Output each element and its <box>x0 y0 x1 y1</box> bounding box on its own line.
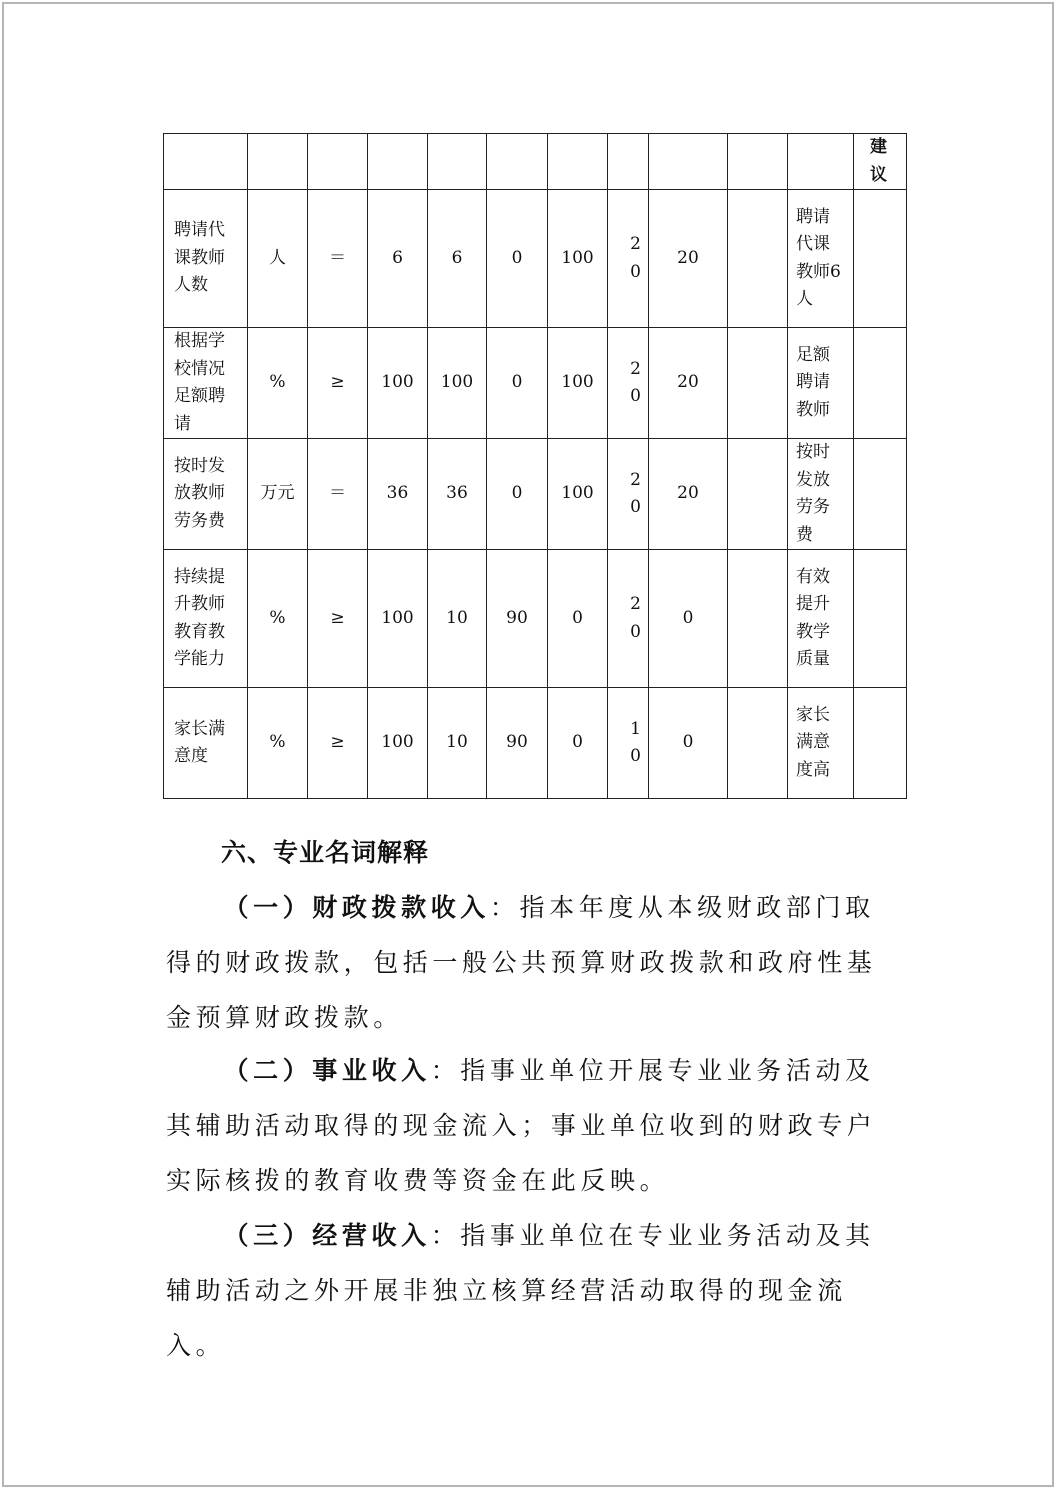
value-cell: 100 <box>548 328 608 439</box>
unit-cell: % <box>248 328 308 439</box>
operator-cell: ≥ <box>308 550 368 688</box>
value-cell: 100 <box>368 550 428 688</box>
operator-cell: ≥ <box>308 688 368 799</box>
value-cell: 20 <box>649 439 728 550</box>
value-cell <box>854 190 907 328</box>
definition-text: ：指事业单位开展专业业务活动及其辅助活动取得的现金流入；事业单位收到的财政专户实际核拨的教育收费等资金在此反映。 <box>166 1056 877 1195</box>
value-cell: 10 <box>428 550 487 688</box>
value-cell: 0 <box>548 550 608 688</box>
value-cell: 36 <box>428 439 487 550</box>
note-cell: 家长满意度高 <box>788 688 854 799</box>
value-cell <box>728 190 788 328</box>
section-title: 六、专业名词解释 <box>221 838 430 867</box>
definition-term: （三）经营收入 <box>223 1221 431 1250</box>
note-cell: 聘请代课教师6人 <box>788 190 854 328</box>
value-cell: 10 <box>428 688 487 799</box>
value-cell: 20 <box>608 550 649 688</box>
value-cell: 100 <box>428 328 487 439</box>
value-cell <box>728 688 788 799</box>
note-cell: 有效提升教学质量 <box>788 550 854 688</box>
value-cell: 100 <box>548 439 608 550</box>
definition-term: （二）事业收入 <box>223 1056 431 1085</box>
value-cell: 36 <box>368 439 428 550</box>
definition-text: ：指本年度从本级财政部门取得的财政拨款，包括一般公共预算财政拨款和政府性基金预算财政拨款。 <box>166 893 877 1032</box>
indicator-name: 持续提升教师教育教学能力 <box>164 550 248 688</box>
value-cell <box>854 688 907 799</box>
value-cell: 6 <box>428 190 487 328</box>
value-cell: 100 <box>368 328 428 439</box>
table-row <box>164 439 907 550</box>
value-cell: 100 <box>368 688 428 799</box>
indicator-name: 按时发放教师劳务费 <box>164 439 248 550</box>
value-cell: 20 <box>608 328 649 439</box>
definition-paragraph <box>166 880 901 1045</box>
value-cell: 90 <box>487 688 548 799</box>
value-cell <box>854 550 907 688</box>
definition-text: ：指事业单位在专业业务活动及其辅助活动之外开展非独立核算经营活动取得的现金流入。 <box>166 1221 875 1360</box>
performance-table <box>163 133 907 799</box>
indicator-name: 家长满意度 <box>164 688 248 799</box>
value-cell: 100 <box>548 190 608 328</box>
value-cell: 20 <box>608 190 649 328</box>
value-cell: 0 <box>487 328 548 439</box>
value-cell: 0 <box>487 439 548 550</box>
value-cell: 0 <box>487 190 548 328</box>
operator-cell: ≥ <box>308 328 368 439</box>
value-cell: 90 <box>487 550 548 688</box>
table-row <box>164 550 907 688</box>
operator-cell: ＝ <box>308 439 368 550</box>
definition-term: （一）财政拨款收入 <box>223 893 490 922</box>
definition-paragraph <box>166 1043 901 1208</box>
operator-cell: ＝ <box>308 190 368 328</box>
value-cell <box>728 550 788 688</box>
unit-cell: % <box>248 550 308 688</box>
value-cell <box>854 439 907 550</box>
value-cell <box>728 328 788 439</box>
value-cell <box>728 439 788 550</box>
indicator-name: 根据学校情况足额聘请 <box>164 328 248 439</box>
header-suggestion: 建议 <box>854 134 907 190</box>
unit-cell: 万元 <box>248 439 308 550</box>
value-cell: 6 <box>368 190 428 328</box>
indicator-name: 聘请代课教师人数 <box>164 190 248 328</box>
note-cell: 按时发放劳务费 <box>788 439 854 550</box>
value-cell: 0 <box>649 550 728 688</box>
value-cell: 0 <box>649 688 728 799</box>
definition-paragraph <box>166 1208 901 1373</box>
value-cell: 20 <box>649 190 728 328</box>
value-cell: 0 <box>548 688 608 799</box>
value-cell: 20 <box>608 439 649 550</box>
table-row <box>164 688 907 799</box>
value-cell <box>854 328 907 439</box>
table-row <box>164 190 907 328</box>
value-cell: 10 <box>608 688 649 799</box>
unit-cell: % <box>248 688 308 799</box>
note-cell: 足额聘请教师 <box>788 328 854 439</box>
value-cell: 20 <box>649 328 728 439</box>
table-header-row <box>164 134 907 190</box>
table-row <box>164 328 907 439</box>
unit-cell: 人 <box>248 190 308 328</box>
